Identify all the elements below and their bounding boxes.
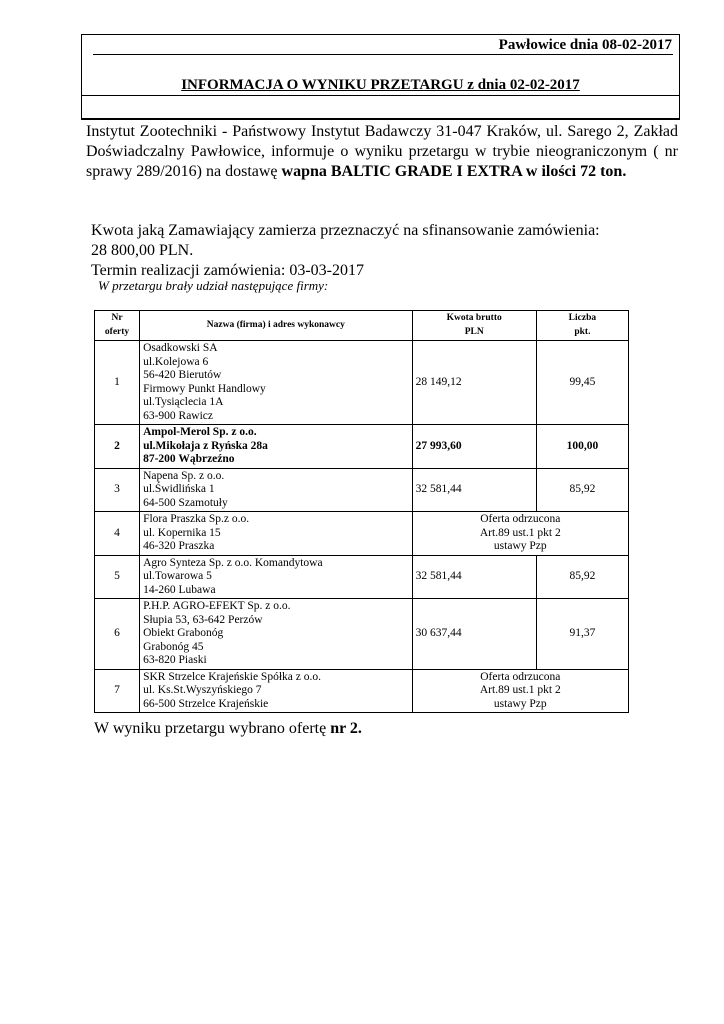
rejection-line: Oferta odrzucona: [480, 670, 561, 683]
result-text: W wyniku przetargu wybrano ofertę: [94, 720, 331, 737]
document-title: INFORMACJA O WYNIKU PRZETARGU z dnia 02-02-2017: [181, 77, 580, 93]
intro-text: Instytut Zootechniki - Państwowy Instytut Badawczy 31-047 Kraków, ul. Sarego 2, Zakład Doświadczalny Pawłowice, informuje o wyniku przetargu w trybie nieograniczonym ( nr sprawy 289/2016) na dostawę: [86, 123, 678, 180]
address-line: ul.Tysiąclecia 1A: [143, 396, 224, 408]
contractor-name-address: [140, 512, 413, 556]
rejection-line: Art.89 ust.1 pkt 2: [479, 526, 561, 539]
address-line: ul.Kolejowa 6: [143, 355, 209, 368]
address-line: 66-500 Strzelce Krajeńskie: [143, 697, 269, 710]
address-line: Osadkowski SA: [143, 342, 218, 354]
table-row: [95, 468, 629, 512]
table-row: [95, 512, 629, 556]
header-bottom-border: [81, 118, 680, 120]
contractor-name-address: [140, 669, 413, 713]
header-nr: Nr oferty: [95, 311, 140, 341]
gross-price: 28 149,12: [412, 341, 536, 425]
budget-value: 28 800,00 PLN.: [91, 242, 194, 259]
offer-number: 1: [95, 341, 140, 425]
result-statement: [94, 720, 362, 738]
contractor-name-address: [140, 599, 413, 670]
points: 99,45: [536, 341, 628, 425]
offer-number: 2: [95, 425, 140, 469]
address-line: 46-320 Praszka: [143, 540, 215, 552]
header-points: Liczba pkt.: [536, 311, 628, 341]
header-separator: [81, 95, 680, 96]
address-line: Ampol-Merol Sp. z o.o.: [143, 426, 257, 438]
address-line: ul. Kopernika 15: [143, 526, 221, 539]
address-line: 56-420 Bierutów: [143, 369, 222, 381]
rejection-line: ustawy Pzp: [493, 540, 547, 552]
address-line: 63-900 Rawicz: [143, 409, 214, 422]
table-row: [95, 341, 629, 425]
offer-number: 5: [95, 555, 140, 599]
points: 85,92: [536, 468, 628, 512]
address-line: Flora Praszka Sp.z o.o.: [143, 513, 250, 525]
intro-paragraph: [86, 122, 678, 182]
intro-product: wapna BALTIC GRADE I EXTRA w ilości 72 ton.: [281, 163, 627, 180]
gross-price: 32 581,44: [412, 468, 536, 512]
address-line: 14-260 Lubawa: [143, 583, 216, 596]
address-line: 63-820 Piaski: [143, 654, 207, 666]
points: 85,92: [536, 555, 628, 599]
offer-number: 4: [95, 512, 140, 556]
budget-label: Kwota jaką Zamawiający zamierza przeznaczyć na sfinansowanie zamówienia:: [91, 222, 600, 239]
address-line: ul.Towarowa 5: [143, 570, 212, 582]
deadline: Termin realizacji zamówienia: 03-03-2017: [91, 262, 364, 279]
participants-note: W przetargu brały udział następujące firmy:: [98, 278, 329, 293]
address-line: SKR Strzelce Krajeńskie Spółka z o.o.: [143, 670, 321, 683]
result-offer: nr 2.: [330, 720, 362, 737]
table-row: [95, 555, 629, 599]
contractor-name-address: [140, 468, 413, 512]
address-line: ul.Świdlińska 1: [143, 483, 215, 495]
header-underline: [93, 54, 673, 55]
gross-price: 32 581,44: [412, 555, 536, 599]
contractor-name-address: [140, 555, 413, 599]
rejected-offer-note: [412, 512, 628, 556]
table-row: [95, 669, 629, 713]
gross-price: 27 993,60: [412, 425, 536, 469]
rejected-offer-note: [412, 669, 628, 713]
header-name: Nazwa (firma) i adres wykonawcy: [140, 311, 413, 341]
rejection-line: Art.89 ust.1 pkt 2: [479, 684, 561, 696]
table-header-row: [95, 311, 629, 341]
contractor-name-address: [140, 341, 413, 425]
address-line: ul.Mikołaja z Ryńska 28a: [143, 439, 268, 452]
address-line: Firmowy Punkt Handlowy: [143, 382, 266, 395]
points: 100,00: [536, 425, 628, 469]
address-line: 87-200 Wąbrzeźno: [143, 453, 235, 465]
address-line: Agro Synteza Sp. z o.o. Komandytowa: [143, 556, 323, 569]
table-row: [95, 599, 629, 670]
offer-number: 7: [95, 669, 140, 713]
address-line: ul. Ks.St.Wyszyńskiego 7: [143, 684, 262, 696]
points: 91,37: [536, 599, 628, 670]
offers-table: [94, 310, 629, 713]
offer-number: 6: [95, 599, 140, 670]
address-line: P.H.P. AGRO-EFEKT Sp. z o.o.: [143, 600, 291, 612]
address-line: Grabonóg 45: [143, 640, 204, 653]
contractor-name-address: [140, 425, 413, 469]
address-line: Słupia 53, 63-642 Perzów: [143, 613, 263, 626]
header-price: Kwota brutto PLN: [412, 311, 536, 341]
address-line: 64-500 Szamotuły: [143, 496, 228, 509]
rejection-line: Oferta odrzucona: [480, 513, 561, 525]
table-row: [95, 425, 629, 469]
offer-number: 3: [95, 468, 140, 512]
address-line: Obiekt Grabonóg: [143, 627, 224, 639]
address-line: Napena Sp. z o.o.: [143, 469, 225, 482]
gross-price: 30 637,44: [412, 599, 536, 670]
document-date: Pawłowice dnia 08-02-2017: [498, 37, 672, 53]
rejection-line: ustawy Pzp: [493, 697, 547, 710]
